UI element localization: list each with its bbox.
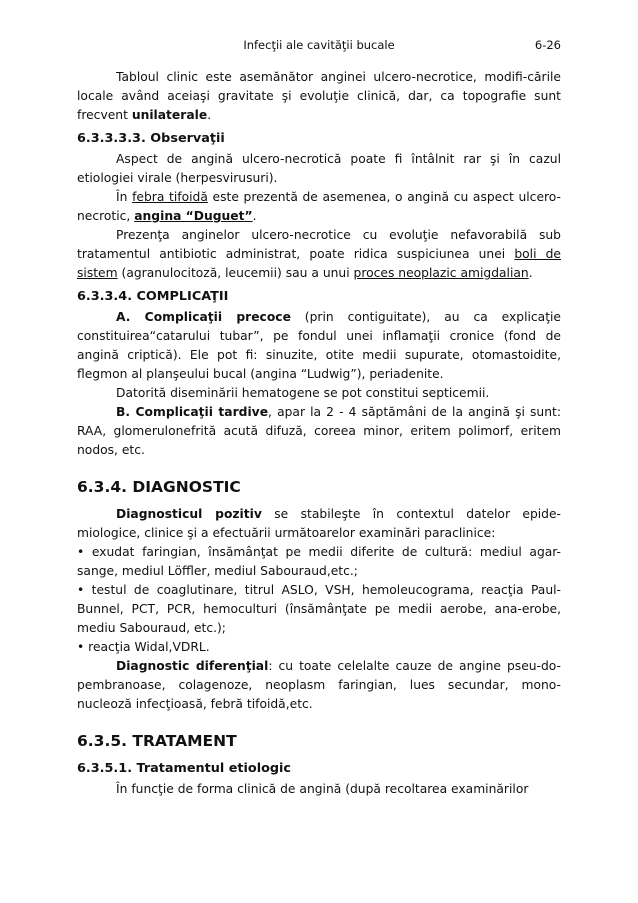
list-item: • reacţia Widal,VDRL. xyxy=(77,640,210,654)
link-proces-neoplazic[interactable]: proces neoplazic amigdalian xyxy=(353,266,529,280)
section-heading-observatii: 6.3.3.3.3. Observaţii xyxy=(77,131,225,146)
paragraph-complicatii-tardive xyxy=(77,403,561,460)
bold-term: Diagnostic diferenţial xyxy=(116,659,269,673)
text: Prezenţa anginelor ulcero-necrotice cu evoluţie nefavorabilă sub tratamentul antibiotic administrat, poate ridica suspiciunea unei xyxy=(77,228,561,261)
page-header xyxy=(77,38,561,56)
text: (agranulocitoză, leucemii) sau a unui xyxy=(117,266,354,280)
bold-term: unilaterale xyxy=(131,108,208,122)
paragraph-text: Tabloul clinic este asemănător anginei ulcero-necrotice, modifi-cările locale având aceiaşi gravitate şi evoluţie clinică, dar, ca topografie sunt frecvent xyxy=(77,70,561,122)
bold-term: Diagnosticul pozitiv xyxy=(116,507,262,521)
text: , apar la 2 - 4 săptămâni de la angină şi sunt: RAA, glomerulonefrită acută difuză, coreea minor, eritem polimorf, eritem nodos, etc. xyxy=(77,405,561,457)
paragraph-tablou-clinic xyxy=(77,68,561,125)
punctuation: . xyxy=(252,209,257,223)
page-number: 6-26 xyxy=(534,38,561,52)
punctuation: . xyxy=(207,108,212,122)
text: : cu toate celelalte cauze de angine pseu-do-pembranoase, colagenoze, neoplasm faringian, lues secundar, mono-nucleoză infecţioasă, febră tifoidă,etc. xyxy=(77,659,561,711)
paragraph-observatii-2 xyxy=(77,188,561,226)
text: În xyxy=(116,190,133,204)
paragraph-diagnostic-pozitiv xyxy=(77,505,561,543)
paragraph-diagnostic-diferential xyxy=(77,657,561,714)
link-boli-de-sistem[interactable]: boli de sistem xyxy=(77,247,561,280)
list-item: • exudat faringian, însămânţat pe medii diferite de cultură: mediul agar-sange, mediul Löffler, mediul Sabouraud,etc.; xyxy=(77,545,561,578)
subsection-heading-tratament-etiologic: 6.3.5.1. Tratamentul etiologic xyxy=(77,761,292,776)
paragraph-complicatii-precoce xyxy=(77,308,561,384)
bold-term: A. Complicaţii precoce xyxy=(116,310,291,324)
running-title: Infecţii ale cavităţii bucale xyxy=(243,38,395,52)
link-febra-tifoida[interactable]: febra tifoidă xyxy=(132,190,208,204)
paragraph-observatii-3 xyxy=(77,226,561,283)
paragraph-tratament: În funcţie de forma clinică de angină (după recoltarea examinărilor xyxy=(116,782,529,796)
text: (prin contiguitate), au ca explicaţie constituirea“catarului tubar”, pe fondul unei inflamaţii cronice (fond de angină criptică). Ele pot fi: sinuzite, otite medii supurate, otomastoidite, flegmon al planşeului bucal (angina “Ludwig”), periadenite. xyxy=(77,310,561,381)
link-angina-duguet[interactable]: angina “Duguet” xyxy=(134,209,253,223)
text: este prezentă de asemenea, o angină cu aspect ulcero-necrotic, xyxy=(77,190,561,223)
section-heading-diagnostic: 6.3.4. DIAGNOSTIC xyxy=(77,478,241,496)
list-item: • testul de coaglutinare, titrul ASLO, VSH, hemoleucograma, reacţia Paul-Bunnel, PCT, PCR, hemoculturi (însămânţate pe medii aerobe, ana-erobe, mediu Sabouraud, etc.); xyxy=(77,583,561,635)
paragraph-observatii-1: Aspect de angină ulcero-necrotică poate fi întâlnit rar şi în cazul etiologiei virale (herpesvirusuri). xyxy=(77,152,561,185)
punctuation: . xyxy=(528,266,533,280)
bold-term: B. Complicaţii tardive xyxy=(116,405,269,419)
section-heading-tratament: 6.3.5. TRATAMENT xyxy=(77,732,237,750)
section-heading-complicatii: 6.3.3.4. COMPLICAŢII xyxy=(77,289,229,304)
text: se stabileşte în contextul datelor epide-miologice, clinice şi a efectuării următoarelor examinări paraclinice: xyxy=(77,507,561,540)
page-content xyxy=(77,68,561,799)
paragraph-septicemii: Datorită diseminării hematogene se pot constitui septicemii. xyxy=(116,386,490,400)
